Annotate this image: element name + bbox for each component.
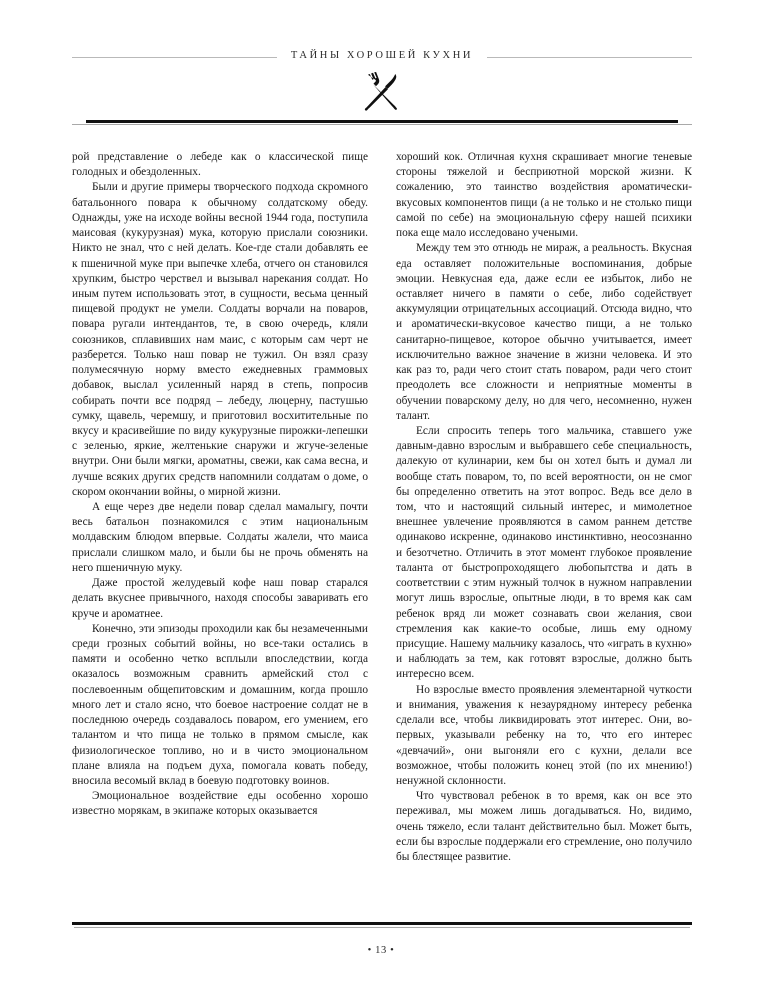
running-head-title: ТАЙНЫ ХОРОШЕЙ КУХНИ <box>290 49 474 61</box>
running-head <box>72 48 692 64</box>
column-left <box>72 150 368 910</box>
paragraph: Но взрослые вместо проявления элементарной чуткости и внимания, уважения к незаурядному интересу ребенка сделали все, чтобы ликвидировать этот интерес. Они, во-первых, указывали ребенку на то, что его интерес «девчачий», они выгоняли его с кухни, делали все возможное, чтобы положить конец этой (по их мнению!) ненужной склонности. <box>396 683 692 787</box>
paragraph: Даже простой желудевый кофе наш повар старался делать вкуснее привычного, находя способы заваривать его круче и ароматнее. <box>72 577 368 620</box>
rule-top <box>72 118 692 125</box>
paragraph: Что чувствовал ребенок в то время, как он все это переживал, мы можем лишь догадываться. Но, видимо, очень тяжело, если талант действительно был. Может быть, если бы взрослые поддержали его стремление, оно получило бы блестящее развитие. <box>396 790 692 864</box>
rule-top-thin-line <box>72 124 692 125</box>
paragraph: Если спросить теперь того мальчика, ставшего уже давным-давно взрослым и выбравшего себе специальность, далекую от кулинарии, кем бы он хотел быть и думал ли вообще стать поваром, то, по всей вероятности, он не смог бы определенно ответить на этот вопрос. Ведь все дело в том, что и настоящий сильный интерес, и мимолетное внешнее увлечение проявляются в самом раннем детстве одинаково искренне, одинаково инстинктивно, неосознанно и безотчетно. Отличить в этот момент глубокое проявление таланта от быстропроходящего любопытства и дать в соответствии с этим нужный толчок в нужном направлении могут лишь взрослые, опытные люди, в то время как сам ребенок вряд ли может сознавать свои желания, свои стремления как какие-то особые, лишь ему одному присущие. Нашему мальчику казалось, что «играть в кухню» и наблюдать за тем, как готовят взрослые, должно быть интересно всем. <box>396 424 692 681</box>
column-right <box>396 150 692 910</box>
rule-bottom <box>72 922 692 929</box>
running-head-rule-right <box>487 57 692 58</box>
paragraph: Были и другие примеры творческого подхода скромного батальонного повара к обычному солдатскому обеду. Однажды, уже на исходе войны весной 1944 года, поступила маисовая (кукурузная) мука, которую прислали союзники. Никто не знал, что с ней делать. Кое-где стали добавлять ее к пшеничной муке при выпечке хлеба, отчего он становился хрупким, быстро черствел и вызывал нарекания солдат. Но иным путем использовать этот, в сущности, весьма ценный пищевой продукт не умели. Солдаты ворчали на поваров, повара ругали интендантов, те, в свою очередь, кляли союзников, сплавивших нам маис, с которым сам черт не разберется. Только наш повар не тужил. Он взял сразу полумесячную норму вместо ежедневных граммовых добавок, выслал усиленный наряд в степь, попросив собирать почти все подряд – лебеду, люцерну, пастушью сумку, щавель, черемшу, и приготовил восхитительные по вкусу и красивейшие по виду кукурузные пирожки-лепешки с зеленью, яркие, желтенькие снаружи и жгуче-зеленые внутри. Они были мягки, ароматны, свежи, как сама весна, и лучше всяких других средств напомнили солдатам о доме, о скором окончании войны, о мирной жизни. <box>72 181 368 498</box>
crossed-fork-and-knife-icon <box>0 70 762 116</box>
body-columns <box>72 150 692 910</box>
page-number: • 13 • <box>367 945 395 956</box>
paragraph: Эмоциональное воздействие еды особенно хорошо известно морякам, в экипаже которых оказывается <box>72 790 368 818</box>
running-head-rule-left <box>72 57 277 58</box>
rule-top-thick-line <box>86 120 678 123</box>
rule-bottom-thin-line <box>74 927 690 928</box>
paragraph: рой представление о лебеде как о классической пище голодных и обездоленных. <box>72 151 368 179</box>
paragraph: А еще через две недели повар сделал мамалыгу, почти весь батальон познакомился с этим национальным молдавским блюдом впервые. Солдаты жалели, что маиса прислали слишком мало, и были бы не прочь обменять на него пшеничную муку. <box>72 501 368 574</box>
paragraph: Конечно, эти эпизоды проходили как бы незамеченными среди грозных событий войны, но все-таки остались в памяти и особенно четко всплыли впоследствии, когда оказалось возможным сравнить армейский стол с послевоенным общепитовским и домашним, когда прошло много лет и стало ясно, что боевое настроение солдат не в последнюю очередь создавалось поваром, его умением, его талантом и что пища не только в прямом смысле, как физиологическое топливо, но и в чисто эмоциональном плане влияла на подъем духа, помогала ковать победу, вносила весомый вклад в боевую подготовку воинов. <box>72 622 368 787</box>
paragraph: хороший кок. Отличная кухня скрашивает многие теневые стороны тяжелой и бесприютной морской жизни. К сожалению, это таинство воздействия ароматически-вкусовых компонентов пищи (а не только и не столько пищи самой по себе) на эмоциональную сферу нашей психики пока еще мало исследовано учеными. <box>396 151 692 240</box>
rule-bottom-thick-line <box>72 922 692 925</box>
paragraph: Между тем это отнюдь не мираж, а реальность. Вкусная еда оставляет положительные воспоминания, добрые эмоции. Невкусная еда, даже если ее избыток, либо не оставляет ничего в памяти о себе, либо содействует аккумуляции отрицательных ассоциаций. Отсюда видно, что и ароматически-вкусовое качество пищи, а не только санитарно-пищевое, которое обычно учитывается, имеет исключительно важное значение в жизни человека. И это как раз то, ради чего стоит стать поваром, ради чего стоит преодолеть все сложности и неприятные моменты в обучении поварскому делу, но для чего, несомненно, нужен талант. <box>396 242 692 422</box>
